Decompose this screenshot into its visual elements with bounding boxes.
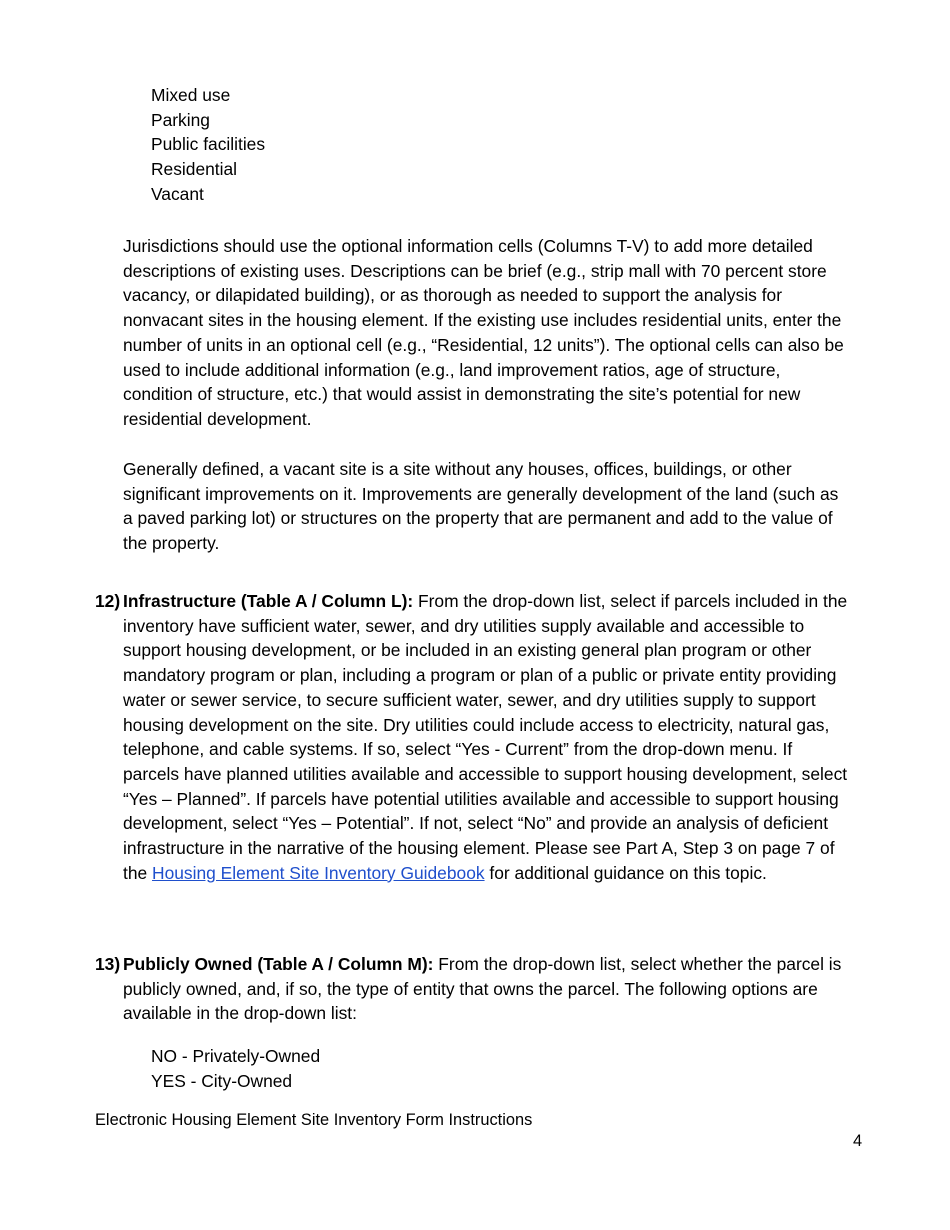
list-item: Mixed use: [151, 85, 231, 105]
instruction-item-12: [95, 589, 850, 883]
guidebook-link[interactable]: Housing Element Site Inventory Guidebook: [152, 862, 485, 883]
list-item: Public facilities: [151, 134, 266, 155]
list-item: Parking: [151, 109, 210, 130]
item-text: From the drop-down list, select whether the parcel is publicly owned, and, if so, the type of entity that owns the parcel. The following options are available in the drop-down list:: [123, 954, 842, 1024]
item-heading: Infrastructure (Table A / Column L):: [123, 591, 414, 611]
existing-use-options-list: [151, 83, 265, 207]
item-body: [123, 589, 850, 885]
list-item: Vacant: [151, 183, 204, 204]
vacant-definition-paragraph: Generally defined, a vacant site is a site without any houses, offices, buildings, or other significant improvements on it. Improvements are generally development of the land (such as a paved parking lot) or structures on the property that are permanent and add to the value of the property.: [123, 459, 839, 554]
list-item: Residential: [151, 159, 238, 180]
optional-cells-paragraph: Jurisdictions should use the optional information cells (Columns T-V) to add more detailed descriptions of existing uses. Descriptions can be brief (e.g., strip mall with 70 percent store vacancy, or dilapidated building), or as thorough as needed to support the analysis for nonvacant sites in the housing element. If the existing use includes residential units, enter the number of units in an optional cell (e.g., “Residential, 12 units”). The optional cells can also be used to include additional information (e.g., land improvement ratios, age of structure, condition of structure, etc.) that would assist in demonstrating the site’s potential for new residential development.: [123, 236, 844, 429]
ownership-options-list: [151, 1044, 320, 1093]
item-heading: Publicly Owned (Table A / Column M):: [123, 954, 434, 974]
list-item: NO - Privately-Owned: [151, 1046, 321, 1066]
item-text: From the drop-down list, select if parcels included in the inventory have sufficient water, sewer, and dry utilities supply available and accessible to support housing development, or be included in an existing general plan program or other mandatory program or plan, including a program or plan of a public or private entity providing water or sewer service, to secure sufficient water, sewer, and dry utilities supply to support housing development on the site. Dry utilities could include access to electricity, natural gas, telephone, and cable systems. If so, select “Yes - Current” from the drop-down menu. If parcels have planned utilities available and accessible to support housing development, select “Yes – Planned”. If parcels have potential utilities available and accessible to support housing development, select “Yes – Potential”. If not, select “No” and provide an analysis of deficient infrastructure in the narrative of the housing element. Please see Part A, Step 3 on page 7 of the: [123, 591, 848, 883]
page-number: 4: [853, 1132, 863, 1150]
item-text-after: for additional guidance on this topic.: [484, 862, 767, 883]
footer-title: Electronic Housing Element Site Inventory Form Instructions: [95, 1111, 533, 1129]
instruction-item-13: [95, 952, 850, 1024]
list-item: YES - City-Owned: [151, 1070, 293, 1091]
item-number: 12): [95, 591, 121, 611]
item-number: 13): [95, 954, 121, 974]
item-body: [123, 952, 850, 1026]
